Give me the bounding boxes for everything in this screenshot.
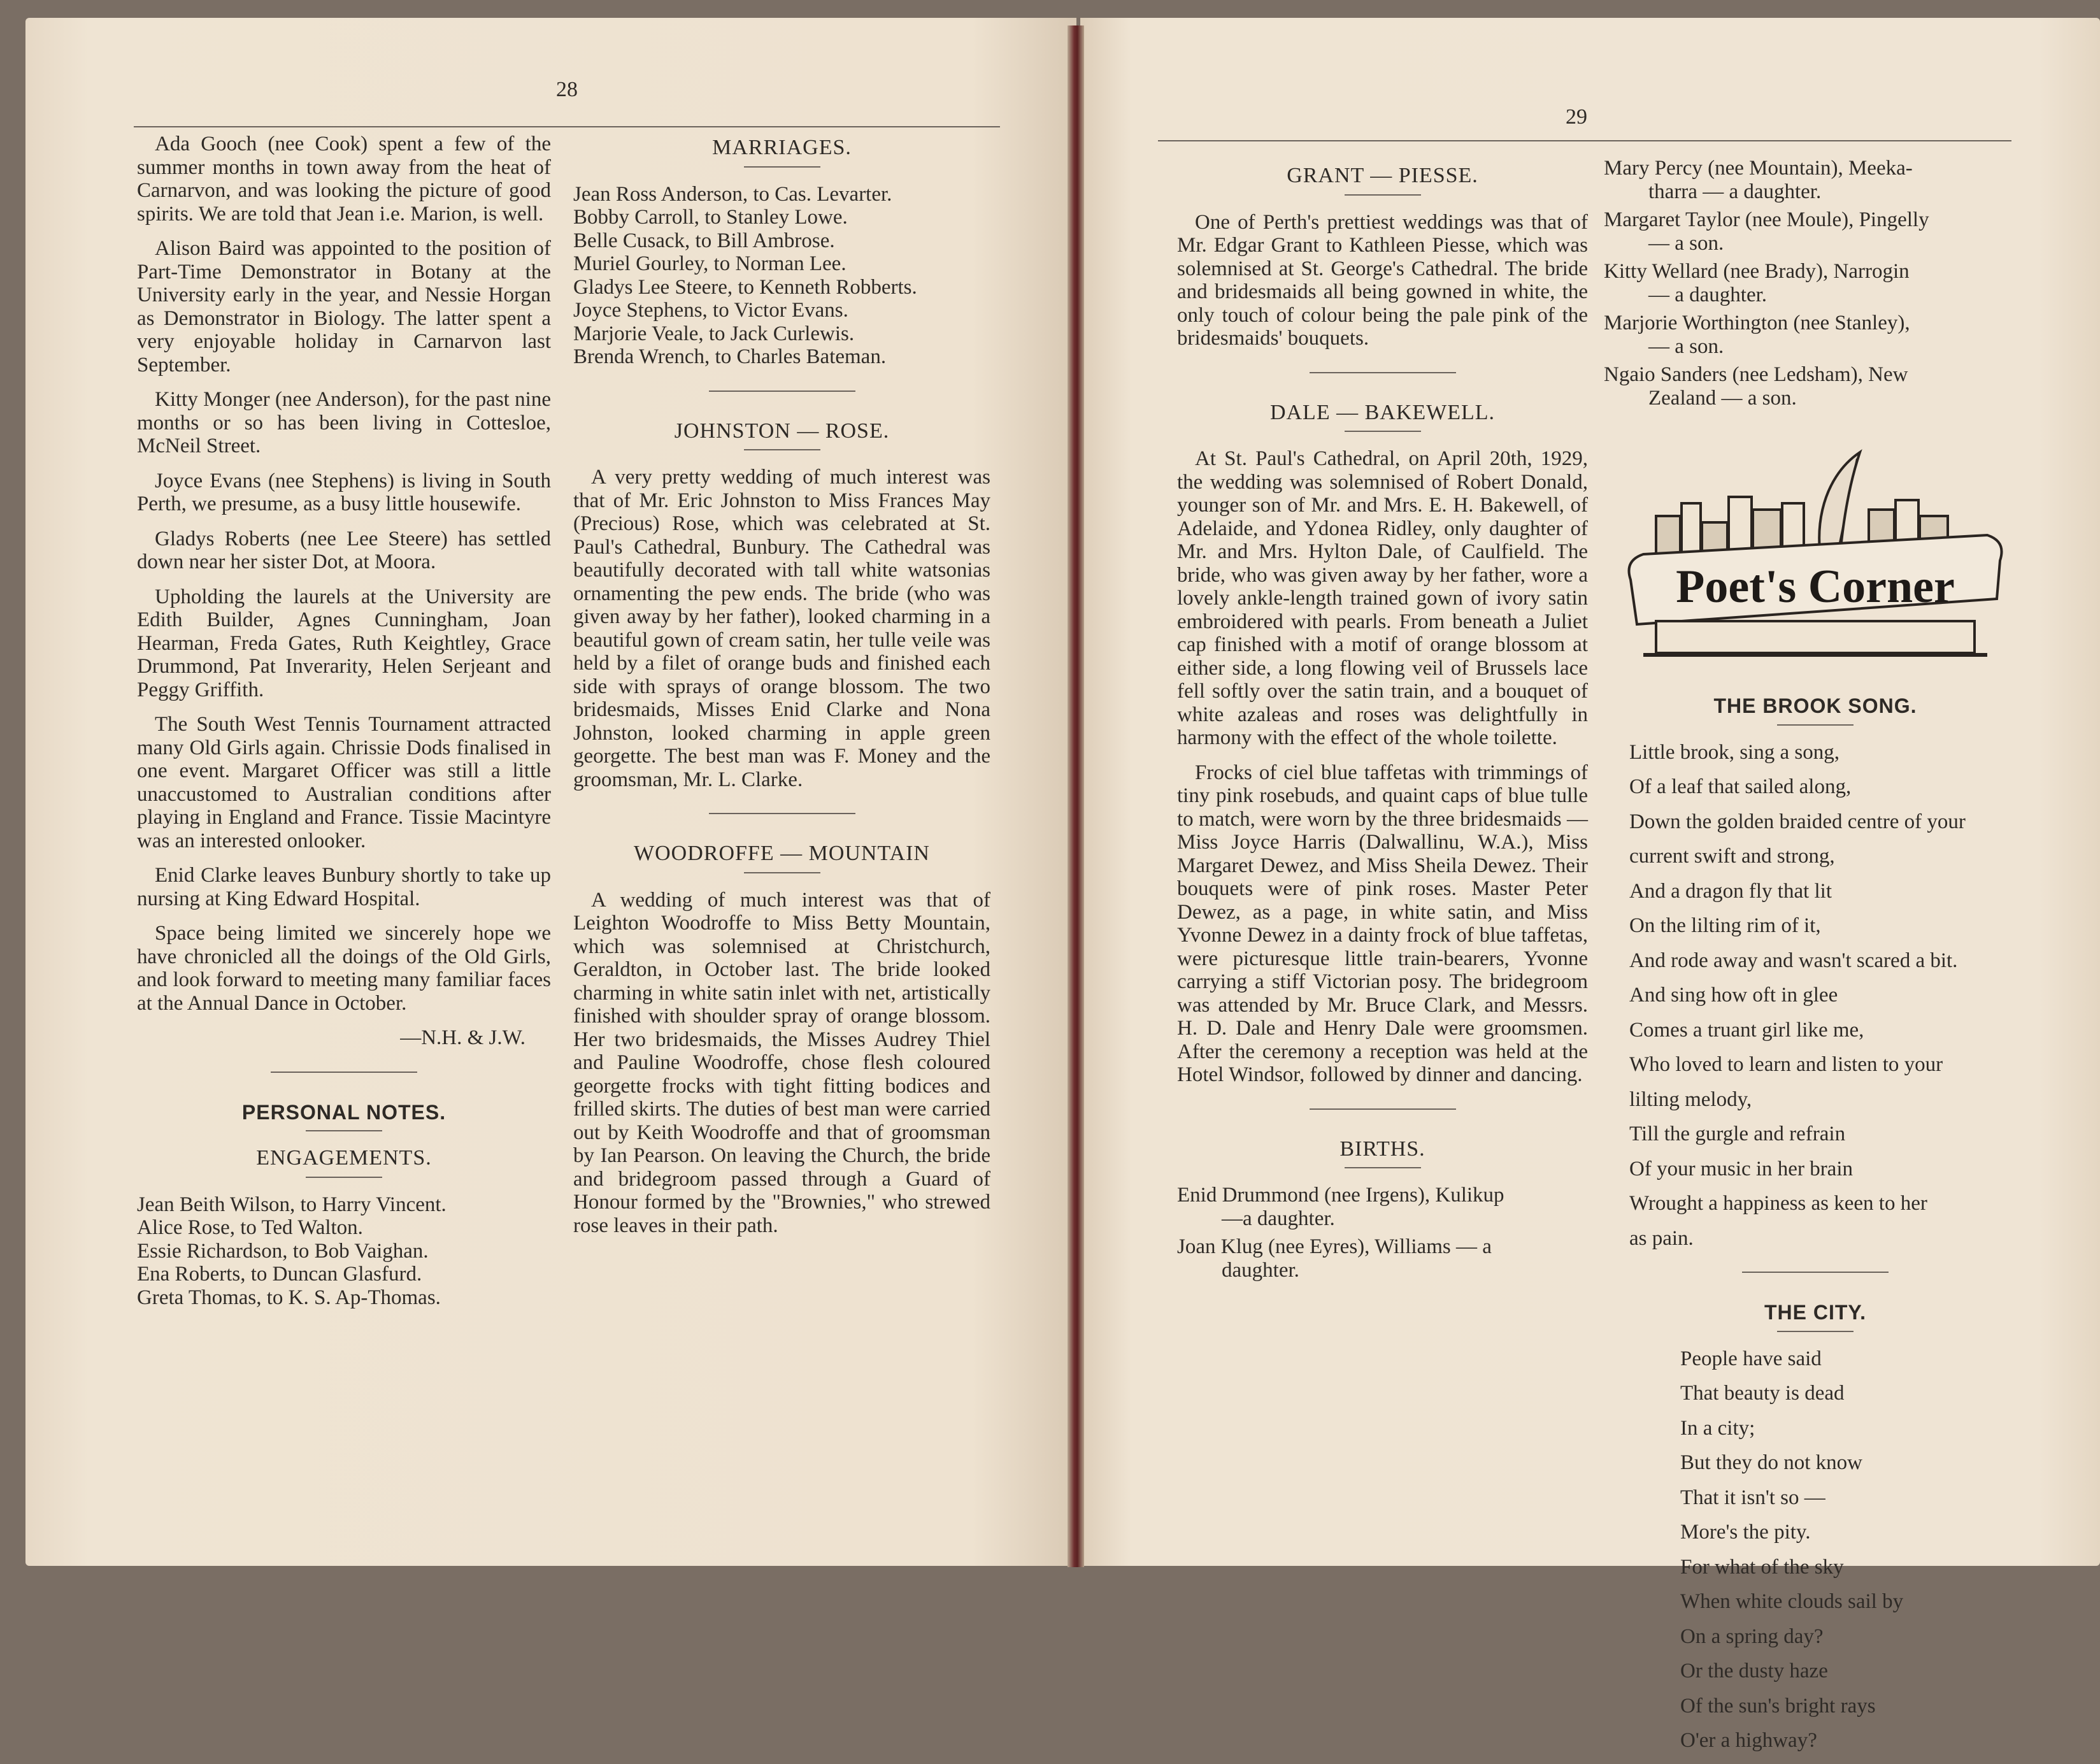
engagement-item: Greta Thomas, to K. S. Ap-Thomas. <box>137 1286 441 1309</box>
heading-underline <box>744 872 820 873</box>
poem-line: That it isn't so — <box>1680 1486 1825 1509</box>
right-column-2 <box>1604 157 2018 415</box>
poem-line: Little brook, sing a song, <box>1629 740 1839 764</box>
engagement-item: Essie Richardson, to Bob Vaighan. <box>137 1239 429 1263</box>
brook-song-heading: THE BROOK SONG. <box>1713 694 1917 717</box>
poem-line: For what of the sky <box>1680 1555 1844 1579</box>
poem-line: In a city; <box>1680 1416 1755 1440</box>
section-divider <box>1310 1108 1456 1110</box>
wedding-paragraph: A wedding of much interest was that of Leighton Woodroffe to Miss Betty Mountain, which was solemnised at Christchurch, Geraldton, in October last. The bride looked charming in white satin inlet with net, artistically finished with shoulder spray of orange blossom. Her two bridesmaids, the Misses Audrey Thiel and Pauline Woodroffe, chose flesh coloured georgette frocks with tight fitting bodices and frilled skirts. The duties of best man were carried out by Keith Woodroffe and that of groomsman by Ian Pearson. On leaving the Church, the bride and bridegroom passed through a Guard of Honour formed by the "Brownies," who strewed rose leaves in their path. <box>573 888 990 1237</box>
poem-line: More's the pity. <box>1680 1521 1811 1544</box>
engagement-item: Alice Rose, to Ted Walton. <box>137 1216 363 1239</box>
johnston-rose-heading: JOHNSTON — ROSE. <box>674 419 890 443</box>
marriage-item: Bobby Carroll, to Stanley Lowe. <box>573 206 848 229</box>
note-paragraph: Gladys Roberts (nee Lee Steere) has settled down near her sister Dot, at Moora. <box>137 527 551 573</box>
right-column-1 <box>1177 164 1588 1287</box>
poem-line: And a dragon fly that lit <box>1629 879 1832 903</box>
section-divider <box>1742 1272 1889 1273</box>
woodroffe-mountain-heading: WOODROFFE — MOUNTAIN <box>634 842 930 865</box>
heading-underline <box>1777 1331 1854 1332</box>
note-paragraph: Kitty Monger (nee Anderson), for the past nine months or so has been living in Cottesloe, McNeil Street. <box>137 388 551 457</box>
poem-line: People have said <box>1680 1347 1822 1370</box>
poem-line: Comes a truant girl like me, <box>1629 1018 1864 1042</box>
section-divider <box>709 813 855 814</box>
heading-underline <box>1345 1167 1421 1168</box>
birth-item: Kitty Wellard (nee Brady), Narrogin — a daughter. <box>1604 260 1910 306</box>
marriage-item: Jean Ross Anderson, to Cas. Levarter. <box>573 182 892 206</box>
poets-corner-logo-text: Poet's Corner <box>1676 561 1955 613</box>
poem-line: Wrought a happiness as keen to her <box>1629 1192 1927 1215</box>
note-paragraph: Space being limited we sincerely hope we have chronicled all the doings of the Old Girls, and look forward to meeting many familiar faces at the Annual Dance in October. <box>137 922 551 1015</box>
section-divider <box>1310 372 1456 373</box>
engagements-heading: ENGAGEMENTS. <box>256 1146 432 1170</box>
note-paragraph: Joyce Evans (nee Stephens) is living in South Perth, we presume, as a busy little housewife. <box>137 469 551 515</box>
book-spine <box>1068 25 1084 1567</box>
wedding-paragraph: One of Perth's prettiest weddings was that of Mr. Edgar Grant to Kathleen Piesse, which was solemnised at St. George's Cathedral. The bride and bridesmaids all being gowned in white, the only touch of colour being the pale pink of the bridesmaids' bouquets. <box>1177 210 1588 350</box>
wedding-paragraph: At St. Paul's Cathedral, on April 20th, 1929, the wedding was solemnised of Robert Donald, younger son of Mr. and Mrs. E. H. Bakewell, of Adelaide, and Ydonea Ridley, only daughter of Mr. and Mrs. Hylton Dale, of Caulfield. The bride, who was given away by her father, wore a lovely ankle-length trained gown of ivory satin embroidered with pearls. From beneath a Juliet cap finished with a motif of orange blossom at either side, a long flowing veil of Brussels lace fell softly over the satin train, and a bouquet of white azaleas and roses was delightfully in harmony with the effect of the whole toilette. <box>1177 447 1588 749</box>
dale-bakewell-heading: DALE — BAKEWELL. <box>1269 400 1496 424</box>
marriage-item: Muriel Gourley, to Norman Lee. <box>573 252 846 275</box>
poem-line: lilting melody, <box>1629 1087 1752 1111</box>
birth-item: Ngaio Sanders (nee Ledsham), New Zealand — a son. <box>1604 363 1908 410</box>
heading-underline <box>1345 431 1421 432</box>
poem-line: Of your music in her brain <box>1629 1157 1853 1180</box>
poem-line: current swift and strong, <box>1629 845 1835 868</box>
marriage-item: Marjorie Veale, to Jack Curlewis. <box>573 322 855 345</box>
heading-underline <box>1345 194 1421 196</box>
poem-line: But they do not know <box>1680 1451 1862 1474</box>
poem-line: Of the sun's bright rays <box>1680 1694 1876 1717</box>
grant-piesse-heading: GRANT — PIESSE. <box>1287 164 1478 187</box>
marriage-item: Gladys Lee Steere, to Kenneth Robberts. <box>573 275 917 299</box>
births-heading: BIRTHS. <box>1339 1137 1425 1161</box>
wedding-paragraph: A very pretty wedding of much interest was that of Mr. Eric Johnston to Miss Frances May (Precious) Rose, which was celebrated at St. Paul's Cathedral, Bunbury. The Cathedral was beautifully decorated with tall white watsonias ornamenting the pew ends. The bride (who was given away by her father), looked charming in a beautiful gown of cream satin, her tulle veile was held by a filet of orange buds and finished each side with sprays of orange blossom. The two bridesmaids, Misses Enid Clarke and Nona Johnston, looked charming in apple green georgette. The best man was F. Money and the groomsman, Mr. L. Clarke. <box>573 466 990 791</box>
section-divider <box>271 1072 417 1073</box>
left-column-1 <box>137 133 551 1309</box>
poem-line: On a spring day? <box>1680 1624 1824 1648</box>
poem-line: Who loved to learn and listen to your <box>1629 1053 1943 1076</box>
birth-item: Margaret Taylor (nee Moule), Pingelly — a son. <box>1604 208 1929 255</box>
page-number-left: 28 <box>556 78 578 101</box>
poems-column <box>1611 694 2019 1764</box>
header-rule-left <box>134 126 1000 127</box>
section-divider <box>709 391 855 392</box>
note-paragraph: Enid Clarke leaves Bunbury shortly to take up nursing at King Edward Hospital. <box>137 864 551 910</box>
engagement-item: Ena Roberts, to Duncan Glasfurd. <box>137 1263 422 1286</box>
poem-line: When white clouds sail by <box>1680 1590 1904 1613</box>
personal-notes-heading: PERSONAL NOTES. <box>241 1100 446 1124</box>
poem-line: And sing how oft in glee <box>1629 984 1838 1007</box>
poem-line: And rode away and wasn't scared a bit. <box>1629 949 1958 972</box>
birth-item: Marjorie Worthington (nee Stanley), — a son. <box>1604 312 1910 358</box>
poets-corner-logo <box>1618 440 2013 669</box>
left-column-2 <box>573 136 990 1249</box>
poem-line: On the lilting rim of it, <box>1629 914 1821 937</box>
birth-item: Joan Klug (nee Eyres), Williams — a daughter. <box>1177 1235 1492 1282</box>
marriages-heading: MARRIAGES. <box>712 136 852 159</box>
page-number-right: 29 <box>1566 105 1587 129</box>
heading-underline <box>306 1177 382 1178</box>
birth-item: Mary Percy (nee Mountain), Meeka- tharra — a daughter. <box>1604 157 1913 203</box>
heading-underline <box>1777 724 1854 726</box>
brook-song-poem <box>1611 741 2019 1251</box>
poem-line: Down the golden braided centre of your <box>1629 810 1966 833</box>
note-paragraph: Upholding the laurels at the University are Edith Builder, Agnes Cunningham, Joan Hearman, Freda Gates, Ruth Keightley, Grace Drummond, Pat Inverarity, Helen Serjeant and Peggy Griffith. <box>137 585 551 701</box>
poem-line: Or the dusty haze <box>1680 1660 1828 1682</box>
poem-line: Of a leaf that sailed along, <box>1629 775 1852 798</box>
engagement-item: Jean Beith Wilson, to Harry Vincent. <box>137 1193 446 1216</box>
header-rule-right <box>1158 140 2011 141</box>
heading-underline <box>306 1130 382 1131</box>
heading-underline <box>744 166 820 168</box>
marriage-item: Joyce Stephens, to Victor Evans. <box>573 299 848 322</box>
note-paragraph: Alison Baird was appointed to the position of Part-Time Demonstrator in Botany at the University early in the year, and Nessie Horgan as Demonstrator in Biology. The latter spent a very enjoyable holiday in Carnarvon last September. <box>137 237 551 376</box>
poem-line: O'er a highway? <box>1680 1729 1817 1752</box>
city-poem <box>1611 1347 2019 1753</box>
marriage-item: Brenda Wrench, to Charles Bateman. <box>573 345 887 368</box>
note-paragraph: The South West Tennis Tournament attracted many Old Girls again. Chrissie Dods finalised in one event. Margaret Officer was still a little unaccustomed to Australian conditions after playing in England and France. Tissie Macintyre was an interested onlooker. <box>137 713 551 852</box>
note-paragraph: Ada Gooch (nee Cook) spent a few of the summer months in town away from the heat of Carnarvon, and was looking the picture of good spirits. We are told that Jean i.e. Marion, is well. <box>137 133 551 226</box>
poem-line: That beauty is dead <box>1680 1382 1845 1405</box>
birth-item: Enid Drummond (nee Irgens), Kulikup —a daughter. <box>1177 1184 1504 1230</box>
heading-underline <box>744 449 820 450</box>
poem-line: as pain. <box>1629 1226 1694 1250</box>
marriage-item: Belle Cusack, to Bill Ambrose. <box>573 229 835 252</box>
poem-line: Till the gurgle and refrain <box>1629 1122 1846 1145</box>
signature: —N.H. & J.W. <box>400 1026 525 1049</box>
city-heading: THE CITY. <box>1764 1301 1867 1324</box>
wedding-paragraph: Frocks of ciel blue taffetas with trimmings of tiny pink rosebuds, and quaint caps of blue tulle to match, were worn by the three bridesmaids — Miss Joyce Harris (Dalwallinu, W.A.), Miss Margaret Dewez, and Miss Sheila Dewez. Their bouquets were of pink roses. Master Peter Dewez, as a page, in white satin, and Miss Yvonne Dewez in a dainty frock of blue taffetas, were picturesque little train-bearers, Yvonne carrying a stiff Victorian posy. The bridegroom was attended by Mr. Bruce Clark, and Messrs. H. D. Dale and Henry Dale were groomsmen. After the ceremony a reception was held at the Hotel Windsor, followed by dinner and dancing. <box>1177 761 1588 1086</box>
